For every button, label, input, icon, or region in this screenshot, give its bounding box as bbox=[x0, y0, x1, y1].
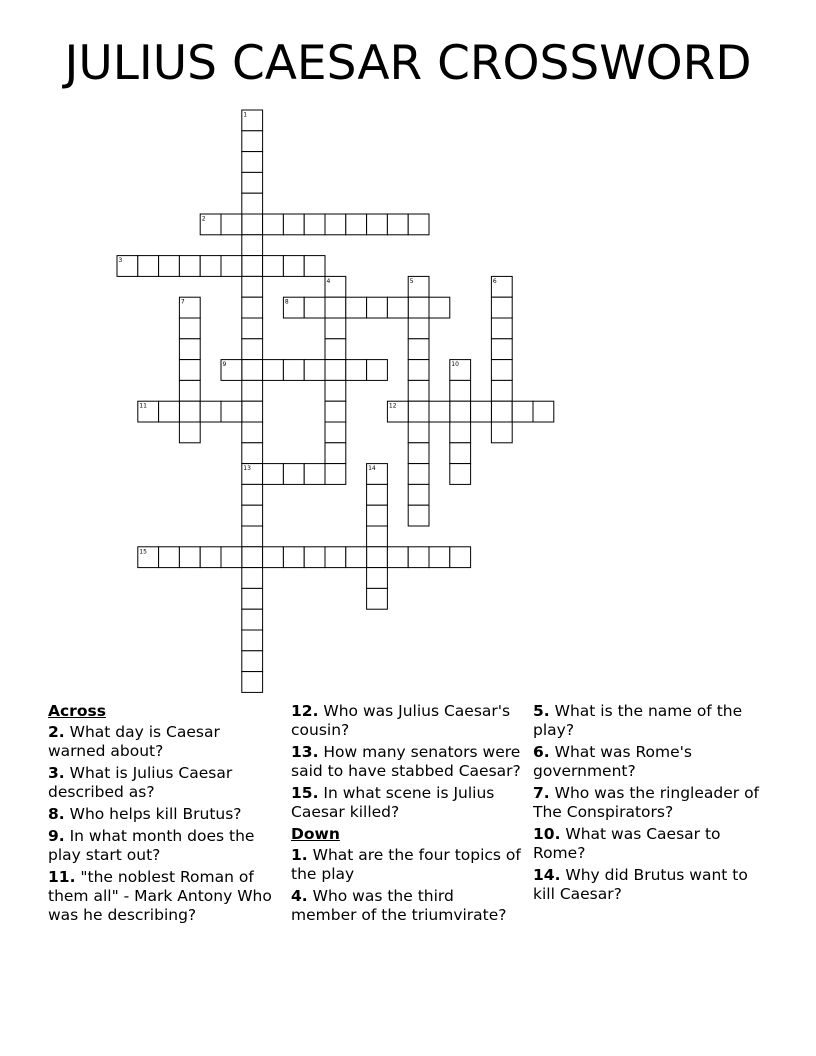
grid-cell[interactable] bbox=[408, 422, 429, 443]
grid-cell[interactable] bbox=[325, 214, 346, 235]
clue-item bbox=[533, 825, 765, 863]
grid-cell[interactable] bbox=[179, 339, 200, 360]
down-heading: Down bbox=[291, 825, 340, 843]
clues-column-3 bbox=[533, 702, 765, 907]
down-clue-list bbox=[291, 846, 523, 925]
grid-cell[interactable] bbox=[242, 172, 263, 193]
grid-cell[interactable] bbox=[450, 380, 471, 401]
grid-cell[interactable] bbox=[242, 360, 263, 381]
clue-number-label: 9 bbox=[222, 361, 227, 369]
grid-cell[interactable] bbox=[491, 422, 512, 443]
grid-cell[interactable] bbox=[408, 401, 429, 422]
grid-cell[interactable] bbox=[367, 484, 388, 505]
grid-cell[interactable] bbox=[242, 297, 263, 318]
clues-column-2 bbox=[291, 702, 523, 928]
grid-cell[interactable] bbox=[325, 318, 346, 339]
grid-cell[interactable] bbox=[221, 547, 242, 568]
grid-cell[interactable] bbox=[242, 401, 263, 422]
grid-cell[interactable] bbox=[242, 443, 263, 464]
clue-number: 15. bbox=[291, 784, 319, 802]
grid-cell[interactable] bbox=[263, 256, 284, 277]
clue-number: 9. bbox=[48, 827, 65, 845]
clue-item bbox=[291, 743, 523, 781]
grid-cell[interactable] bbox=[242, 256, 263, 277]
grid-cell[interactable] bbox=[242, 547, 263, 568]
clue-item bbox=[291, 702, 523, 740]
clue-item bbox=[48, 723, 280, 761]
grid-cell[interactable] bbox=[283, 547, 304, 568]
grid-cell[interactable] bbox=[408, 547, 429, 568]
grid-cell[interactable] bbox=[346, 297, 367, 318]
grid-cell[interactable] bbox=[242, 422, 263, 443]
clue-text: "the noblest Roman of them all" - Mark Antony Who was he describing? bbox=[48, 868, 272, 924]
grid-cell[interactable] bbox=[325, 443, 346, 464]
grid-cell[interactable] bbox=[491, 339, 512, 360]
grid-cell[interactable] bbox=[263, 547, 284, 568]
grid-cell[interactable] bbox=[138, 256, 159, 277]
clue-number: 14. bbox=[533, 866, 561, 884]
grid-cell[interactable] bbox=[491, 318, 512, 339]
grid-cell[interactable] bbox=[283, 464, 304, 485]
grid-cell[interactable] bbox=[450, 401, 471, 422]
clue-text: What was Caesar to Rome? bbox=[533, 825, 721, 862]
grid-cell[interactable] bbox=[242, 276, 263, 297]
grid-cell[interactable] bbox=[179, 256, 200, 277]
across-clue-list bbox=[48, 723, 280, 925]
clue-number-label: 1 bbox=[243, 111, 248, 119]
clue-number: 5. bbox=[533, 702, 550, 720]
grid-cell[interactable] bbox=[242, 505, 263, 526]
grid-cell[interactable] bbox=[367, 297, 388, 318]
grid-cell[interactable] bbox=[283, 360, 304, 381]
grid-cell[interactable] bbox=[450, 547, 471, 568]
grid-cell[interactable] bbox=[408, 297, 429, 318]
clue-item bbox=[48, 764, 280, 802]
grid-cell[interactable] bbox=[408, 464, 429, 485]
grid-cell[interactable] bbox=[408, 505, 429, 526]
grid-cell[interactable] bbox=[325, 297, 346, 318]
grid-cell[interactable] bbox=[242, 588, 263, 609]
grid-cell[interactable] bbox=[325, 464, 346, 485]
grid-cell[interactable] bbox=[242, 152, 263, 173]
grid-cell[interactable] bbox=[408, 443, 429, 464]
grid-cell[interactable] bbox=[304, 256, 325, 277]
grid-cell[interactable] bbox=[179, 422, 200, 443]
grid-cell[interactable] bbox=[346, 547, 367, 568]
across-heading: Across bbox=[48, 702, 106, 720]
grid-cell[interactable] bbox=[533, 401, 554, 422]
grid-cell[interactable] bbox=[159, 547, 180, 568]
grid-cell[interactable] bbox=[491, 380, 512, 401]
clue-item bbox=[48, 805, 280, 824]
grid-cell[interactable] bbox=[367, 360, 388, 381]
grid-cell[interactable] bbox=[263, 214, 284, 235]
grid-cell[interactable] bbox=[325, 547, 346, 568]
grid-cell[interactable] bbox=[304, 214, 325, 235]
grid-cell[interactable] bbox=[263, 464, 284, 485]
grid-cell[interactable] bbox=[367, 214, 388, 235]
grid-cell[interactable] bbox=[179, 360, 200, 381]
clue-text: Who was the third member of the triumvirate? bbox=[291, 887, 507, 924]
grid-cell[interactable] bbox=[242, 380, 263, 401]
grid-cell[interactable] bbox=[491, 297, 512, 318]
clue-item bbox=[291, 887, 523, 925]
clue-number-label: 12 bbox=[388, 402, 397, 410]
grid-cell[interactable] bbox=[179, 547, 200, 568]
grid-cell[interactable] bbox=[325, 422, 346, 443]
grid-cell[interactable] bbox=[408, 484, 429, 505]
grid-cell[interactable] bbox=[283, 214, 304, 235]
grid-cell[interactable] bbox=[242, 630, 263, 651]
clue-item bbox=[291, 784, 523, 822]
grid-cell[interactable] bbox=[408, 380, 429, 401]
clue-text: What is the name of the play? bbox=[533, 702, 743, 739]
grid-cell[interactable] bbox=[304, 464, 325, 485]
clue-number: 11. bbox=[48, 868, 76, 886]
clue-number: 7. bbox=[533, 784, 550, 802]
clue-number: 1. bbox=[291, 846, 308, 864]
clue-number-label: 5 bbox=[409, 277, 414, 285]
clue-item bbox=[291, 846, 523, 884]
grid-cell[interactable] bbox=[242, 193, 263, 214]
grid-cell[interactable] bbox=[408, 360, 429, 381]
clue-text: How many senators were said to have stabbed Caesar? bbox=[291, 743, 521, 780]
grid-cell[interactable] bbox=[242, 484, 263, 505]
page-title: JULIUS CAESAR CROSSWORD bbox=[64, 36, 752, 91]
grid-cell[interactable] bbox=[200, 401, 221, 422]
clue-number: 2. bbox=[48, 723, 65, 741]
grid-cell[interactable] bbox=[429, 401, 450, 422]
grid-cell[interactable] bbox=[242, 214, 263, 235]
grid-cell[interactable] bbox=[367, 547, 388, 568]
clue-text: What day is Caesar warned about? bbox=[48, 723, 220, 760]
clue-item bbox=[533, 784, 765, 822]
clue-number-label: 2 bbox=[201, 215, 206, 223]
clue-text: Who helps kill Brutus? bbox=[64, 805, 242, 823]
grid-cell[interactable] bbox=[367, 568, 388, 589]
grid-cell[interactable] bbox=[367, 588, 388, 609]
grid-cell[interactable] bbox=[429, 547, 450, 568]
grid-cell[interactable] bbox=[367, 505, 388, 526]
down-clue-list-continued bbox=[533, 702, 765, 904]
grid-cell[interactable] bbox=[325, 360, 346, 381]
clue-number: 4. bbox=[291, 887, 308, 905]
grid-cell[interactable] bbox=[325, 339, 346, 360]
clue-number-label: 3 bbox=[118, 257, 123, 265]
grid-cell[interactable] bbox=[242, 609, 263, 630]
grid-cell[interactable] bbox=[387, 297, 408, 318]
grid-cell[interactable] bbox=[242, 526, 263, 547]
grid-cell[interactable] bbox=[304, 297, 325, 318]
clue-number: 13. bbox=[291, 743, 319, 761]
clue-text: Why did Brutus want to kill Caesar? bbox=[533, 866, 748, 903]
grid-cell[interactable] bbox=[408, 318, 429, 339]
grid-cell[interactable] bbox=[179, 318, 200, 339]
grid-cell[interactable] bbox=[242, 568, 263, 589]
clue-number-label: 4 bbox=[326, 277, 331, 285]
grid-cell[interactable] bbox=[304, 547, 325, 568]
grid-cell[interactable] bbox=[283, 256, 304, 277]
clue-text: Who was Julius Caesar's cousin? bbox=[291, 702, 511, 739]
clue-text: What was Rome's government? bbox=[533, 743, 692, 780]
grid-cell[interactable] bbox=[242, 131, 263, 152]
clue-text: In what scene is Julius Caesar killed? bbox=[291, 784, 495, 821]
grid-cell[interactable] bbox=[242, 318, 263, 339]
grid-cell[interactable] bbox=[221, 256, 242, 277]
clue-item bbox=[48, 868, 280, 925]
grid-cell[interactable] bbox=[159, 401, 180, 422]
grid-cell[interactable] bbox=[450, 443, 471, 464]
grid-cell[interactable] bbox=[200, 256, 221, 277]
grid-cell[interactable] bbox=[200, 547, 221, 568]
grid-cell[interactable] bbox=[387, 547, 408, 568]
grid-cell[interactable] bbox=[242, 339, 263, 360]
grid-cell[interactable] bbox=[408, 339, 429, 360]
grid-cell[interactable] bbox=[325, 380, 346, 401]
clue-text: What are the four topics of the play bbox=[291, 846, 521, 883]
grid-cell[interactable] bbox=[450, 422, 471, 443]
clue-number-label: 10 bbox=[451, 361, 459, 369]
clue-number: 3. bbox=[48, 764, 65, 782]
clue-number-label: 14 bbox=[368, 465, 376, 473]
grid-cell[interactable] bbox=[159, 256, 180, 277]
grid-cell[interactable] bbox=[512, 401, 533, 422]
grid-cell[interactable] bbox=[408, 214, 429, 235]
grid-cell[interactable] bbox=[179, 380, 200, 401]
clues-column-1 bbox=[48, 702, 280, 928]
grid-cell[interactable] bbox=[325, 401, 346, 422]
clue-number-label: 11 bbox=[139, 402, 147, 410]
clue-number-label: 6 bbox=[492, 277, 497, 285]
clue-number: 6. bbox=[533, 743, 550, 761]
grid-cell[interactable] bbox=[491, 360, 512, 381]
across-clue-list-continued bbox=[291, 702, 523, 822]
grid-cell[interactable] bbox=[242, 651, 263, 672]
grid-cell[interactable] bbox=[450, 464, 471, 485]
grid-cell[interactable] bbox=[491, 401, 512, 422]
grid-cell[interactable] bbox=[387, 214, 408, 235]
grid-cell[interactable] bbox=[346, 360, 367, 381]
clue-text: Who was the ringleader of The Conspirators? bbox=[533, 784, 760, 821]
clue-item bbox=[533, 702, 765, 740]
grid-cell[interactable] bbox=[263, 360, 284, 381]
clue-number-label: 15 bbox=[139, 548, 147, 556]
grid-cell[interactable] bbox=[429, 297, 450, 318]
clue-item bbox=[533, 743, 765, 781]
clue-item bbox=[48, 827, 280, 865]
clue-number: 8. bbox=[48, 805, 65, 823]
clue-item bbox=[533, 866, 765, 904]
grid-cell[interactable] bbox=[471, 401, 492, 422]
grid-cell[interactable] bbox=[304, 360, 325, 381]
grid-cell[interactable] bbox=[346, 214, 367, 235]
grid-cell[interactable] bbox=[221, 214, 242, 235]
clue-text: What is Julius Caesar described as? bbox=[48, 764, 233, 801]
clue-number: 10. bbox=[533, 825, 561, 843]
clue-number: 12. bbox=[291, 702, 319, 720]
grid-cell[interactable] bbox=[242, 672, 263, 693]
clue-number-label: 7 bbox=[180, 298, 185, 306]
clue-number-label: 8 bbox=[284, 298, 289, 306]
grid-cell[interactable] bbox=[367, 526, 388, 547]
grid-cell[interactable] bbox=[242, 235, 263, 256]
grid-cell[interactable] bbox=[179, 401, 200, 422]
clue-number-label: 13 bbox=[243, 465, 251, 473]
clue-text: In what month does the play start out? bbox=[48, 827, 255, 864]
grid-cell[interactable] bbox=[221, 401, 242, 422]
